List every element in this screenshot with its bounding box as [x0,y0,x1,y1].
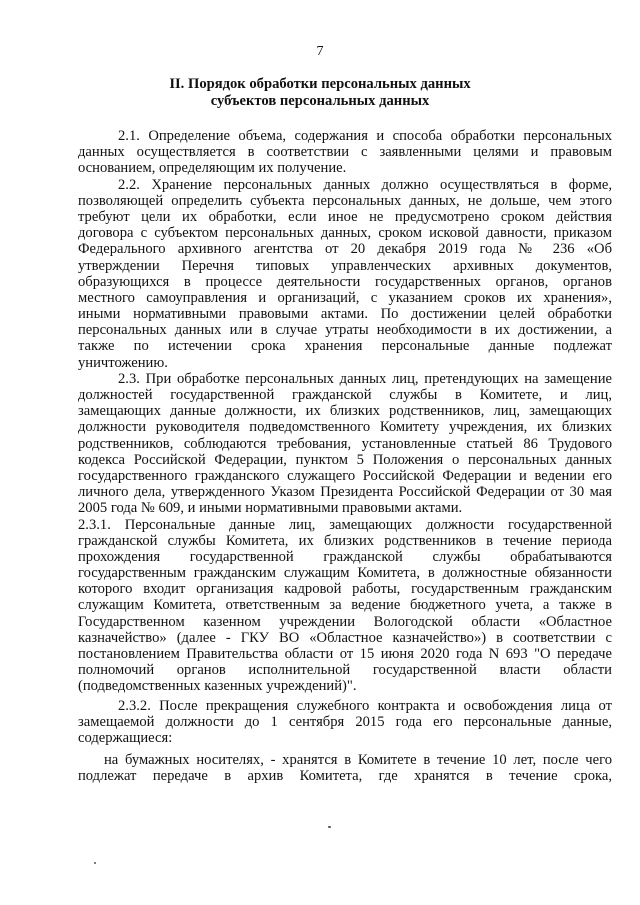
text-line: 2.3.2. После прекращения служебного контракта и освобождения лица от [118,697,612,714]
text-line: персональных данных или в случае утраты необходимости в их достижении, а [78,322,612,339]
text-line: местного самоуправления и организаций, с указанием сроков их хранения», [78,289,612,306]
text-line: служащим Комитета, ответственным за ведение бюджетного учета, а также в [78,597,612,614]
text-line: иными нормативными правовыми актами. По достижении целей обработки [78,306,612,323]
text-line: 2.2. Хранение персональных данных должно осуществляться в форме, [118,176,612,193]
text-line: прохождения государственной гражданской службы обрабатываются [78,548,612,565]
text-line: гражданской службы Комитета, их близких родственников в течение периода [78,532,612,549]
text-line: Федерального архивного агентства от 20 декабря 2019 года № 236 «Об [78,241,612,258]
text-line: государственного гражданского служащего Российской Федерации и ведении его [78,467,612,484]
text-line: 2.3. При обработке персональных данных лиц, претендующих на замещение [118,370,612,387]
text-line: казначейство» (далее - ГКУ ВО «Областное казначейство») в соответствии с [78,629,612,646]
text-line: уничтожению. [78,354,168,371]
text-line: постановлением Правительства области от 15 июня 2020 года N 693 "О передаче [78,646,612,662]
text-line: 2.1. Определение объема, содержания и способа обработки персональных [118,128,612,144]
text-line: на бумажных носителях, - хранятся в Комитете в течение 10 лет, после чего [104,752,612,769]
text-line: данных осуществляется в соответствии с заявленными целями и правовым [78,144,612,161]
text-line: кодекса Российской Федерации, пунктом 5 Положения о персональных данных [78,451,612,468]
text-line: Государственном казенном учреждении Вологодской области «Областное [78,613,612,630]
text-line: должностей государственной гражданской службы в Комитете, и лиц, [78,387,612,403]
text-line: основанием, определяющим их получение. [78,160,347,177]
text-line: должности руководителя подведомственного Комитету учреждения, их близких [78,419,612,436]
text-line: полномочий органов исполнительной государственной власти области [78,662,612,679]
text-line: замещающих данные должности, их близких родственников, лиц, замещающих [78,403,612,420]
text-line: также по истечении срока хранения персональные данные подлежат [78,338,612,355]
scan-speck [94,862,96,864]
paragraph-2-2 [78,177,612,371]
paragraph-paper-carriers [78,752,612,784]
scan-speck [328,826,331,828]
text-line: которого входит организация кадровой работы, государственным гражданским [78,581,612,598]
page-number: 7 [316,44,324,59]
text-line: утверждении Перечня типовых управленческих архивных документов, [78,257,612,274]
text-line: государственным гражданским служащим Комитета, в должностные обязанности [78,565,612,582]
text-line: замещаемой должности до 1 сентября 2015 года его персональные данные, [78,713,612,730]
paragraph-2-1 [78,128,612,177]
text-line: договора с субъектом персональных данных, сроком исковой давности, приказом [78,225,612,242]
section-heading-line-2: субъектов персональных данных [210,93,430,109]
paragraph-2-3 [78,371,612,517]
document-body [78,128,612,785]
text-line: требуют цели их обработки, если иное не предусмотрено сроком действия [78,208,612,225]
text-line: 2.3.1. Персональные данные лиц, замещающих должности государственной [78,516,612,533]
text-line: (подведомственных казенных учреждений)". [78,678,357,695]
paragraph-2-3-1 [78,517,612,695]
paragraph-2-3-2 [78,698,612,747]
text-line: подлежат передаче в архив Комитета, где хранятся в течение срока, [78,768,612,785]
text-line: содержащиеся: [78,729,173,746]
text-line: позволяющей определить субъекта персональных данных, не дольше, чем этого [78,192,612,209]
text-line: личного дела, утвержденного Указом Президента Российской Федерации от 30 мая [78,484,612,501]
section-heading-line-1: II. Порядок обработки персональных данных [169,76,471,92]
text-line: образующихся в процессе деятельности государственных органов, органов [78,273,612,290]
text-line: 2005 года № 609, и иными нормативными правовыми актами. [78,500,463,517]
text-line: родственников, соблюдаются требования, установленные статьей 86 Трудового [78,435,612,452]
